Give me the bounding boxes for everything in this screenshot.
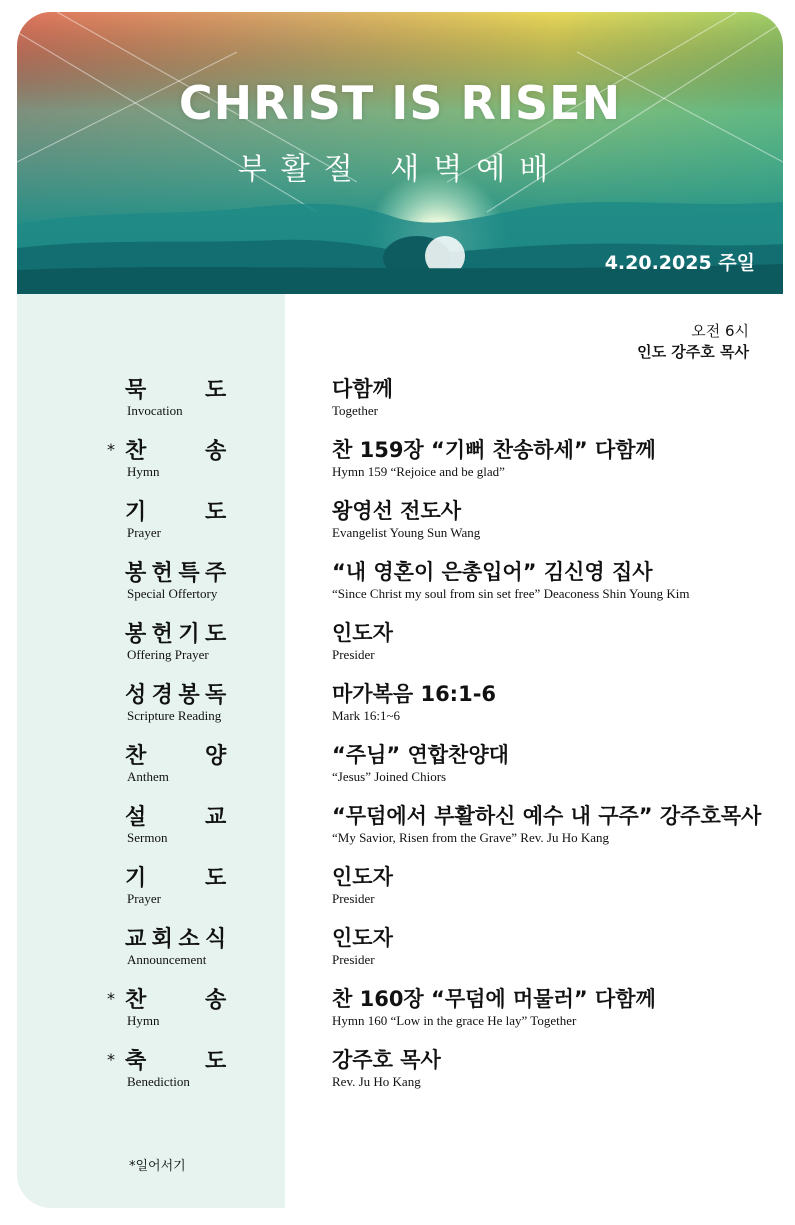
order-item-title-char <box>152 495 174 526</box>
order-item-title-ko <box>125 739 227 770</box>
order-item-title-en: Prayer <box>127 525 161 540</box>
order-item-detail-en: Presider <box>332 647 375 662</box>
order-item <box>17 617 783 677</box>
order-item-title-char <box>178 373 200 404</box>
order-item-title-char: 봉 <box>125 561 147 586</box>
order-item-title-char: 헌 <box>151 561 173 586</box>
order-item-detail: 인도자 <box>332 926 393 950</box>
order-item-title-char: 교 <box>204 805 227 830</box>
order-item-title-char <box>178 1044 200 1075</box>
order-item-title-char: 봉 <box>178 683 200 708</box>
order-item <box>17 861 783 921</box>
order-item <box>17 983 783 1043</box>
order-item <box>17 495 783 555</box>
order-item-title-char: 기 <box>125 866 147 891</box>
order-item-title-en: Announcement <box>127 952 207 967</box>
order-item-title-char <box>152 983 174 1014</box>
order-item-title-char <box>178 739 200 770</box>
order-item-title-char: 찬 <box>125 439 147 464</box>
order-item-title-en: Benediction <box>127 1074 190 1089</box>
order-item <box>17 739 783 799</box>
order-item-detail: 찬 159장 “기뻐 찬송하세” 다함께 <box>332 438 656 462</box>
bulletin-card <box>17 12 783 1208</box>
order-item <box>17 373 783 433</box>
order-item-title-char: 찬 <box>125 744 147 769</box>
order-item-title-en: Special Offertory <box>127 586 218 601</box>
order-item-title-char: 도 <box>204 622 227 647</box>
order-item <box>17 678 783 738</box>
order-item-title-ko <box>125 617 227 648</box>
order-item-detail-en: Rev. Ju Ho Kang <box>332 1074 421 1089</box>
order-item-title-char: 헌 <box>151 622 173 647</box>
order-item-title-char <box>152 373 174 404</box>
order-item-title-char: 소 <box>178 927 200 952</box>
order-item-title-char: 기 <box>178 622 200 647</box>
order-item-detail-en: “My Savior, Risen from the Grave” Rev. Ju Ho Kang <box>332 830 609 845</box>
standing-footnote: *일어서기 <box>129 1159 186 1174</box>
order-item-title-ko <box>125 800 227 831</box>
standing-mark: * <box>107 440 115 459</box>
order-item-detail: “무덤에서 부활하신 예수 내 구주” 강주호목사 <box>332 804 762 828</box>
order-item-detail-en: Mark 16:1~6 <box>332 708 401 723</box>
order-item-title-char: 축 <box>125 1049 147 1074</box>
order-item-detail: “내 영혼이 은총입어” 김신영 집사 <box>332 560 653 584</box>
order-item-detail-en: Together <box>332 403 379 418</box>
order-item-detail-en: Hymn 159 “Rejoice and be glad” <box>332 464 505 479</box>
order-item-title-char <box>178 800 200 831</box>
order-item-detail-en: Presider <box>332 952 375 967</box>
banner-subtitle: 부활절 새벽예배 <box>237 152 563 187</box>
order-item-title-ko <box>125 922 227 953</box>
order-item-title-en: Sermon <box>127 830 168 845</box>
order-item-title-char <box>152 434 174 465</box>
order-item-detail-en: Hymn 160 “Low in the grace He lay” Together <box>332 1013 577 1028</box>
order-item-title-ko <box>125 495 227 526</box>
service-presider: 인도 강주호 목사 <box>637 343 749 361</box>
order-item-detail: 인도자 <box>332 621 393 645</box>
order-item-detail-en: “Jesus” Joined Chiors <box>332 769 447 784</box>
order-item-title-char: 찬 <box>125 988 147 1013</box>
order-item-title-ko <box>125 434 227 465</box>
order-item-title-char: 경 <box>151 683 173 708</box>
order-item-title-en: Hymn <box>127 1013 160 1028</box>
order-item-title-char: 묵 <box>125 378 147 403</box>
order-item-title-char: 송 <box>204 439 227 464</box>
standing-mark: * <box>107 1050 115 1069</box>
order-item-detail: 강주호 목사 <box>332 1048 441 1072</box>
order-item-title-en: Hymn <box>127 464 160 479</box>
order-item <box>17 1044 783 1104</box>
order-item-title-char: 교 <box>125 927 147 952</box>
order-item-title-char: 기 <box>125 500 147 525</box>
order-item-title-en: Anthem <box>127 769 169 784</box>
order-item-title-char: 봉 <box>125 622 147 647</box>
order-item-title-char <box>152 861 174 892</box>
order-item-title-char: 식 <box>204 927 227 952</box>
order-item-title-char <box>152 739 174 770</box>
order-item-detail: 찬 160장 “무덤에 머물러” 다함께 <box>332 987 656 1011</box>
order-item-title-char: 송 <box>204 988 227 1013</box>
order-item-title-char <box>178 983 200 1014</box>
order-item-title-char: 도 <box>204 866 227 891</box>
order-item-detail-en: Presider <box>332 891 375 906</box>
service-date: 4.20.2025 주일 <box>604 252 755 274</box>
order-item-title-char: 성 <box>125 683 147 708</box>
order-item-detail: 왕영선 전도사 <box>332 499 462 523</box>
order-item-detail: “주님” 연합찬양대 <box>332 743 509 767</box>
service-time: 오전 6시 <box>691 322 749 340</box>
order-item <box>17 556 783 616</box>
order-item-title-ko <box>125 983 227 1014</box>
order-item-title-en: Invocation <box>127 403 183 418</box>
order-item-title-char: 설 <box>125 805 147 830</box>
order-item-title-en: Prayer <box>127 891 161 906</box>
order-item-detail: 인도자 <box>332 865 393 889</box>
order-item-detail: 다함께 <box>332 377 393 401</box>
order-item-title-char <box>178 861 200 892</box>
order-item-title-char: 도 <box>204 1049 227 1074</box>
order-item-title-char <box>152 800 174 831</box>
order-item-title-char: 주 <box>204 561 227 586</box>
order-item-title-ko <box>125 556 227 587</box>
banner-title: CHRIST IS RISEN <box>178 76 622 130</box>
order-item-title-ko <box>125 861 227 892</box>
easter-banner <box>17 12 783 294</box>
order-item-title-ko <box>125 373 227 404</box>
order-item <box>17 922 783 982</box>
order-item <box>17 434 783 494</box>
order-item-title-char: 양 <box>204 744 227 769</box>
service-info <box>637 320 749 362</box>
order-item-detail-en: “Since Christ my soul from sin set free” Deaconess Shin Young Kim <box>332 586 690 601</box>
order-item-title-char <box>152 1044 174 1075</box>
order-item-title-en: Scripture Reading <box>127 708 222 723</box>
order-item-title-ko <box>125 1044 227 1075</box>
order-item-title-char <box>178 434 200 465</box>
order-item-title-ko <box>125 678 227 709</box>
order-item-title-char: 회 <box>151 927 173 952</box>
order-item-title-char: 특 <box>178 561 200 586</box>
order-item-title-char: 도 <box>204 378 227 403</box>
order-item <box>17 800 783 860</box>
standing-mark: * <box>107 989 115 1008</box>
order-item-title-char: 도 <box>204 500 227 525</box>
order-item-detail: 마가복음 16:1-6 <box>332 682 497 706</box>
order-item-title-char: 독 <box>204 683 227 708</box>
order-item-title-en: Offering Prayer <box>127 647 209 662</box>
order-item-detail-en: Evangelist Young Sun Wang <box>332 525 481 540</box>
order-item-title-char <box>178 495 200 526</box>
